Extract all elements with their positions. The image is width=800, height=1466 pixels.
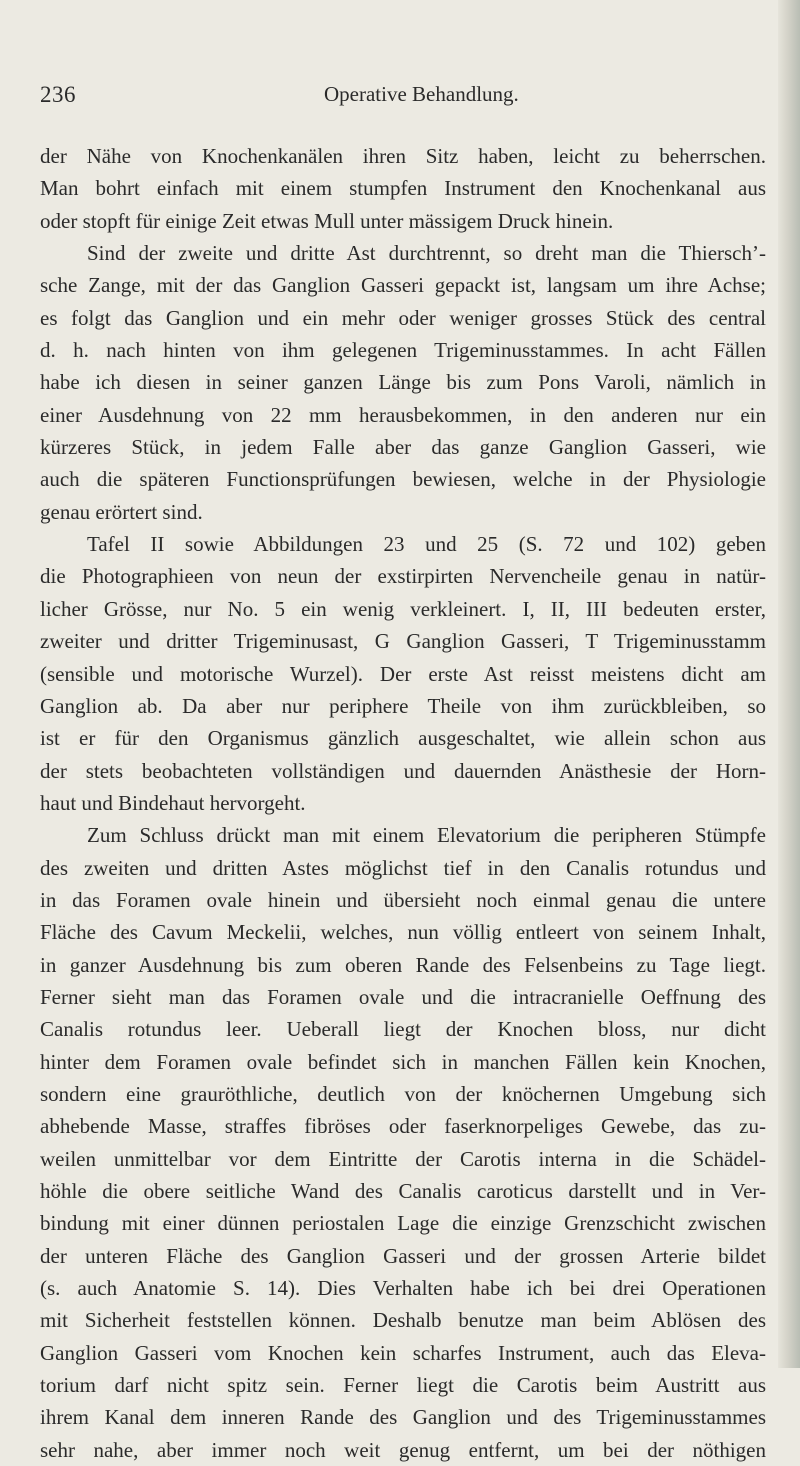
text-line: sche Zange, mit der das Ganglion Gasseri gepackt ist, langsam um ihre Achse;: [40, 273, 766, 298]
page-edge-shadow: [778, 0, 800, 1368]
page-header: [40, 82, 760, 112]
text-line: mit Sicherheit feststellen können. Deshalb benutze man beim Ablösen des: [40, 1308, 766, 1333]
text-line: abhebende Masse, straffes fibröses oder faserknorpeliges Gewebe, das zu-: [40, 1114, 766, 1139]
text-line: d. h. nach hinten von ihm gelegenen Trigeminusstammes. In acht Fällen: [40, 338, 766, 363]
text-line: hinter dem Foramen ovale befindet sich in manchen Fällen kein Knochen,: [40, 1049, 766, 1074]
text-line: ihrem Kanal dem inneren Rande des Ganglion und des Trigeminusstammes: [40, 1405, 766, 1430]
text-line: Ferner sieht man das Foramen ovale und die intracranielle Oeffnung des: [40, 984, 766, 1009]
text-line: kürzeres Stück, in jedem Falle aber das ganze Ganglion Gasseri, wie: [40, 435, 766, 460]
text-line: Ganglion Gasseri vom Knochen kein scharfes Instrument, auch das Eleva-: [40, 1340, 766, 1365]
text-line: ist er für den Organismus gänzlich ausgeschaltet, wie allein schon aus: [40, 726, 766, 751]
text-line: Ganglion ab. Da aber nur periphere Theile von ihm zurückbleiben, so: [40, 693, 766, 718]
text-line: habe ich diesen in seiner ganzen Länge bis zum Pons Varoli, nämlich in: [40, 370, 766, 395]
text-line: der Nähe von Knochenkanälen ihren Sitz haben, leicht zu beherrschen.: [40, 144, 766, 168]
text-line: der stets beobachteten vollständigen und dauernden Anästhesie der Horn-: [40, 758, 766, 783]
text-line: Tafel II sowie Abbildungen 23 und 25 (S. 72 und 102) geben: [87, 532, 766, 557]
text-line: in ganzer Ausdehnung bis zum oberen Rande des Felsenbeins zu Tage liegt.: [40, 952, 766, 977]
text-line: Canalis rotundus leer. Ueberall liegt der Knochen bloss, nur dicht: [40, 1017, 766, 1042]
text-line: genau erörtert sind.: [40, 499, 203, 524]
text-line: (s. auch Anatomie S. 14). Dies Verhalten habe ich bei drei Operationen: [40, 1276, 766, 1301]
text-line: bindung mit einer dünnen periostalen Lage die einzige Grenzschicht zwischen: [40, 1211, 766, 1236]
text-line: die Photographieen von neun der exstirpirten Nervencheile genau in natür-: [40, 564, 766, 589]
text-line: oder stopft für einige Zeit etwas Mull unter mässigem Druck hinein.: [40, 208, 614, 233]
text-line: der unteren Fläche des Ganglion Gasseri und der grossen Arterie bildet: [40, 1243, 766, 1268]
text-line: Zum Schluss drückt man mit einem Elevatorium die peripheren Stümpfe: [87, 823, 766, 848]
text-line: Fläche des Cavum Meckelii, welches, nun völlig entleert von seinem Inhalt,: [40, 920, 766, 945]
text-line: höhle die obere seitliche Wand des Canalis caroticus darstellt und in Ver-: [40, 1179, 766, 1203]
text-line: des zweiten und dritten Astes möglichst tief in den Canalis rotundus und: [40, 855, 766, 880]
text-line: torium darf nicht spitz sein. Ferner liegt die Carotis beim Austritt aus: [40, 1373, 766, 1398]
page-number: 236: [40, 82, 76, 107]
text-line: (sensible und motorische Wurzel). Der erste Ast reisst meistens dicht am: [40, 661, 766, 686]
text-line: einer Ausdehnung von 22 mm herausbekommen, in den anderen nur ein: [40, 402, 766, 427]
text-line: es folgt das Ganglion und ein mehr oder weniger grosses Stück des central: [40, 305, 766, 330]
text-line: haut und Bindehaut hervorgeht.: [40, 790, 306, 815]
text-line: sehr nahe, aber immer noch weit genug entfernt, um bei der nöthigen: [40, 1437, 766, 1462]
text-line: Man bohrt einfach mit einem stumpfen Instrument den Knochenkanal aus: [40, 176, 766, 201]
text-line: zweiter und dritter Trigeminusast, G Ganglion Gasseri, T Trigeminusstamm: [40, 629, 766, 654]
text-line: auch die späteren Functionsprüfungen bewiesen, welche in der Physiologie: [40, 467, 766, 492]
text-line: sondern eine grauröthliche, deutlich von der knöchernen Umgebung sich: [40, 1081, 766, 1106]
text-line: in das Foramen ovale hinein und übersieht noch einmal genau die untere: [40, 887, 766, 912]
running-head: Operative Behandlung.: [324, 82, 519, 106]
text-line: Sind der zweite und dritte Ast durchtrennt, so dreht man die Thiersch’-: [87, 241, 766, 266]
text-line: weilen unmittelbar vor dem Eintritte der Carotis interna in die Schädel-: [40, 1146, 766, 1171]
text-line: licher Grösse, nur No. 5 ein wenig verkleinert. I, II, III bedeuten erster,: [40, 596, 766, 621]
body-text: [40, 140, 766, 1466]
